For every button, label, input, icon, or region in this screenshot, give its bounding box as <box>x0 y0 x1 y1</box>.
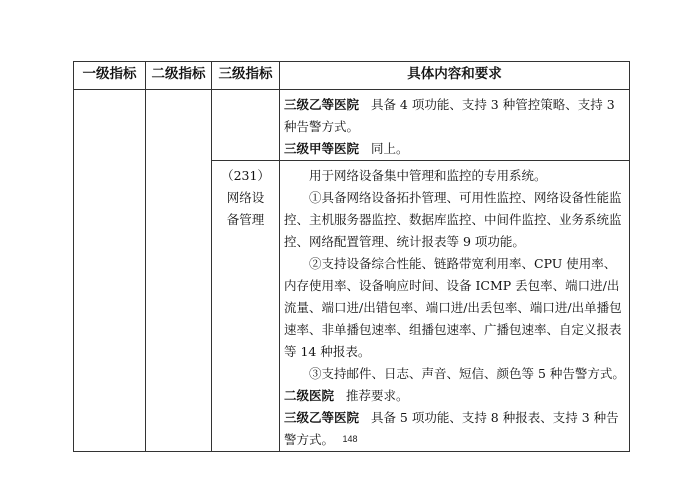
intro-paragraph: 用于网络设备集中管理和监控的专用系统。 <box>309 168 547 183</box>
requirement-text: 推荐要求。 <box>345 388 409 403</box>
header-level3: 三级指标 <box>212 62 280 90</box>
requirement-paragraph <box>284 94 625 138</box>
table-row <box>74 90 630 161</box>
requirement-paragraph <box>284 138 625 160</box>
hospital-level-label: 二级医院 <box>284 388 335 403</box>
requirement-text: 同上。 <box>370 141 409 156</box>
requirement-paragraph <box>284 407 625 451</box>
content-cell <box>280 161 630 452</box>
header-content: 具体内容和要求 <box>280 62 630 90</box>
requirement-paragraph <box>284 385 625 407</box>
requirements-table <box>73 61 630 452</box>
requirement-text: 具备 4 项功能、支持 3 种管控策略、支持 3 种告警方式。 <box>284 97 615 134</box>
report-list-paragraph: ②支持设备综合性能、链路带宽利用率、CPU 使用率、内存使用率、设备响应时间、设备 ICMP 丢包率、端口进/出流量、端口进/出错包率、端口进/出丢包率、端口进/出单播包速率、非单播包速率、组播包速率、广播包速率、自定义报表等 14 种报表。 <box>284 256 622 359</box>
page-number: 148 <box>342 434 358 444</box>
requirement-text: 具备 5 项功能、支持 8 种报表、支持 3 种告警方式。 <box>284 410 619 447</box>
header-level1: 一级指标 <box>74 62 146 90</box>
hospital-level-label: 三级乙等医院 <box>284 410 360 425</box>
hospital-level-label: 三级甲等医院 <box>284 141 360 156</box>
header-level2: 二级指标 <box>146 62 212 90</box>
level3-cell-empty <box>212 90 280 161</box>
alert-list-paragraph: ③支持邮件、日志、声音、短信、颜色等 5 种告警方式。 <box>309 366 625 381</box>
indicator-code: （231） <box>221 168 270 183</box>
level2-cell <box>146 90 212 452</box>
hospital-level-label: 三级乙等医院 <box>284 97 360 112</box>
indicator-name: 网络设备管理 <box>226 190 265 227</box>
content-cell <box>280 90 630 161</box>
function-list-paragraph: ①具备网络设备拓扑管理、可用性监控、网络设备性能监控、主机服务器监控、数据库监控、中间件监控、业务系统监控、网络配置管理、统计报表等 9 项功能。 <box>284 190 622 249</box>
level1-cell <box>74 90 146 452</box>
table-header-row <box>74 62 630 90</box>
level3-cell <box>212 161 280 452</box>
